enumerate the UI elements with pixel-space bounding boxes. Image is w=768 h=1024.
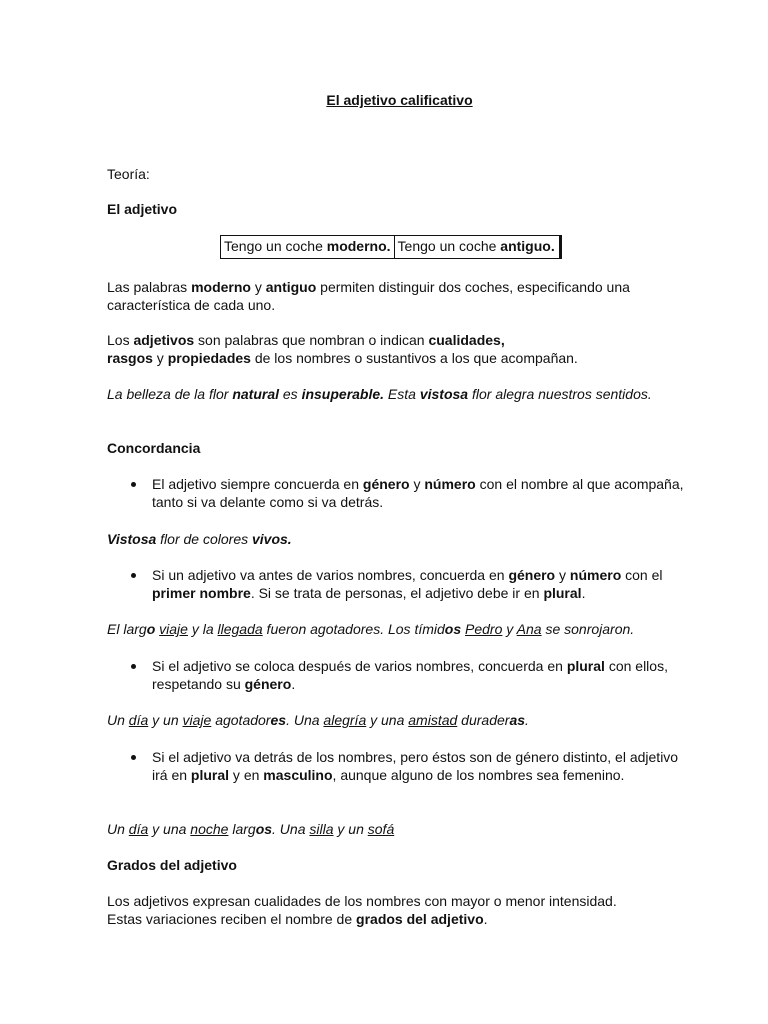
list-concordancia-4 — [107, 748, 692, 784]
paragraph-grados: Los adjetivos expresan cualidades de los nombres con mayor o menor intensidad. Estas variaciones reciben el nombre de grados del adjetivo. — [107, 893, 617, 927]
list-item: El adjetivo siempre concuerda en género y número con el nombre al que acompaña, tanto si va delante como si va detrás. — [107, 475, 692, 511]
list-concordancia-3 — [107, 657, 692, 693]
example-dia-viaje: Un día y un viaje agotadores. Una alegría y una amistad duraderas. — [107, 712, 529, 728]
example-table — [220, 235, 562, 259]
example-largo-viaje: El largo viaje y la llegada fueron agotadores. Los tímidos Pedro y Ana se sonrojaron. — [107, 621, 635, 637]
example-vistosa: Vistosa flor de colores vivos. — [107, 531, 292, 547]
table-cell-moderno: Tengo un coche moderno. — [224, 238, 391, 254]
heading-el-adjetivo: El adjetivo — [107, 201, 178, 217]
table-cell-antiguo: Tengo un coche antiguo. — [394, 236, 561, 258]
document-title: El adjetivo calificativo — [326, 92, 473, 108]
heading-grados: Grados del adjetivo — [107, 857, 237, 873]
example-dia-noche: Un día y una noche largos. Una silla y un sofá — [107, 821, 395, 837]
list-item: Si el adjetivo se coloca después de varios nombres, concuerda en plural con ellos, respetando su género. — [107, 657, 692, 693]
list-concordancia-2 — [107, 566, 692, 602]
teoria-label: Teoría: — [107, 166, 150, 182]
list-item: Si el adjetivo va detrás de los nombres, pero éstos son de género distinto, el adjetivo irá en plural y en masculino, aunque alguno de los nombres sea femenino. — [107, 748, 692, 784]
heading-concordancia: Concordancia — [107, 440, 201, 456]
list-concordancia-1 — [107, 475, 692, 511]
example-belleza: La belleza de la flor natural es insuperable. Esta vistosa flor alegra nuestros sentidos. — [107, 386, 652, 402]
list-item: Si un adjetivo va antes de varios nombres, concuerda en género y número con el primer nombre. Si se trata de personas, el adjetivo debe ir en plural. — [107, 566, 692, 602]
paragraph-palabras: Las palabras moderno y antiguo permiten distinguir dos coches, especificando una característica de cada uno. — [107, 279, 630, 313]
paragraph-definicion: Los adjetivos son palabras que nombran o indican cualidades, rasgos y propiedades de los nombres o sustantivos a los que acompañan. — [107, 332, 578, 366]
